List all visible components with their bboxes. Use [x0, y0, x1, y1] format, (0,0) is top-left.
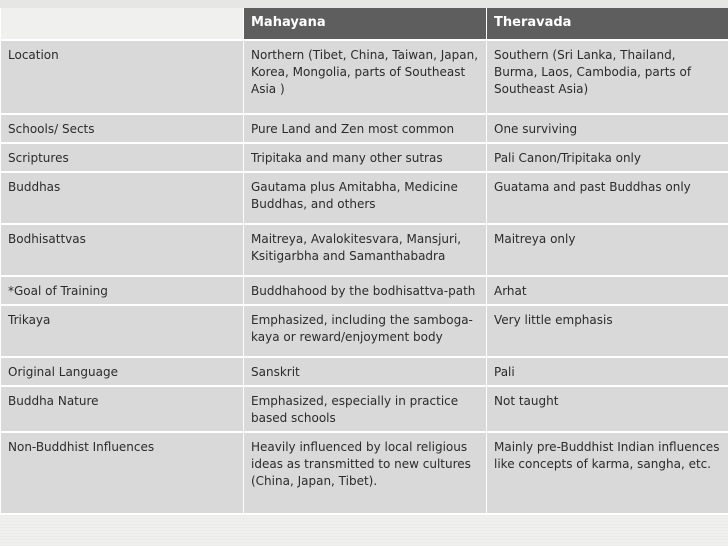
- mahayana-cell-text: Pure Land and Zen most common: [251, 122, 455, 136]
- theravada-cell-text: One surviving: [494, 122, 578, 136]
- header-corner: [1, 8, 244, 40]
- row-label: [1, 40, 244, 114]
- mahayana-cell: [244, 40, 487, 114]
- mahayana-cell: [244, 386, 487, 432]
- header-mahayana: Mahayana: [244, 8, 487, 40]
- row-label: [1, 224, 244, 276]
- theravada-cell: [487, 276, 728, 305]
- row-label: [1, 386, 244, 432]
- theravada-cell-text: Pali: [494, 365, 515, 379]
- mahayana-cell-text: Gautama plus Amitabha, Medicine Buddhas, and others: [251, 180, 458, 211]
- row-label: [1, 172, 244, 224]
- table-row: [1, 432, 728, 514]
- table-row: [1, 114, 728, 143]
- row-label-text: *Goal of Training: [8, 284, 108, 298]
- mahayana-cell: [244, 305, 487, 357]
- mahayana-cell: [244, 432, 487, 514]
- mahayana-cell: [244, 114, 487, 143]
- mahayana-cell: [244, 276, 487, 305]
- header-theravada: Theravada: [487, 8, 728, 40]
- row-label-text: Location: [8, 48, 59, 62]
- mahayana-cell-text: Sanskrit: [251, 365, 300, 379]
- theravada-cell: [487, 386, 728, 432]
- theravada-cell: [487, 40, 728, 114]
- row-label-text: Non-Buddhist Influences: [8, 440, 155, 454]
- theravada-cell-text: Mainly pre-Buddhist Indian influences like concepts of karma, sangha, etc.: [494, 440, 720, 471]
- table-row: [1, 276, 728, 305]
- mahayana-cell-text: Tripitaka and many other sutras: [251, 151, 443, 165]
- table-row: [1, 386, 728, 432]
- mahayana-cell-text: Maitreya, Avalokitesvara, Mansjuri, Ksitigarbha and Samanthabadra: [251, 232, 462, 263]
- header-row: [1, 8, 728, 40]
- theravada-cell: [487, 305, 728, 357]
- theravada-cell-text: Southern (Sri Lanka, Thailand, Burma, Laos, Cambodia, parts of Southeast Asia): [494, 48, 692, 96]
- row-label-text: Schools/ Sects: [8, 122, 95, 136]
- row-label-text: Trikaya: [8, 313, 51, 327]
- theravada-cell: [487, 114, 728, 143]
- theravada-cell-text: Very little emphasis: [494, 313, 613, 327]
- table-row: [1, 143, 728, 172]
- row-label: [1, 114, 244, 143]
- theravada-cell-text: Not taught: [494, 394, 559, 408]
- mahayana-cell: [244, 357, 487, 386]
- row-label-text: Buddha Nature: [8, 394, 99, 408]
- mahayana-cell: [244, 224, 487, 276]
- theravada-cell: [487, 224, 728, 276]
- row-label-text: Bodhisattvas: [8, 232, 86, 246]
- theravada-cell-text: Maitreya only: [494, 232, 576, 246]
- mahayana-cell-text: Emphasized, especially in practice based schools: [251, 394, 459, 425]
- theravada-cell: [487, 432, 728, 514]
- row-label: [1, 432, 244, 514]
- mahayana-cell: [244, 143, 487, 172]
- theravada-cell: [487, 172, 728, 224]
- table-row: [1, 357, 728, 386]
- mahayana-cell-text: Northern (Tibet, China, Taiwan, Japan, Korea, Mongolia, parts of Southeast Asia ): [251, 48, 479, 96]
- table-row: [1, 305, 728, 357]
- row-label-text: Buddhas: [8, 180, 61, 194]
- row-label-text: Original Language: [8, 365, 118, 379]
- row-label: [1, 276, 244, 305]
- row-label-text: Scriptures: [8, 151, 69, 165]
- theravada-cell: [487, 143, 728, 172]
- theravada-cell-text: Pali Canon/Tripitaka only: [494, 151, 641, 165]
- theravada-cell-text: Guatama and past Buddhas only: [494, 180, 691, 194]
- row-label: [1, 305, 244, 357]
- top-strip: [0, 0, 728, 8]
- table-row: [1, 40, 728, 114]
- comparison-table: [0, 8, 728, 515]
- row-label: [1, 357, 244, 386]
- mahayana-cell-text: Emphasized, including the samboga-kaya or reward/enjoyment body: [251, 313, 473, 344]
- theravada-cell-text: Arhat: [494, 284, 527, 298]
- table-row: [1, 172, 728, 224]
- mahayana-cell-text: Buddhahood by the bodhisattva-path: [251, 284, 476, 298]
- table-row: [1, 224, 728, 276]
- mahayana-cell: [244, 172, 487, 224]
- row-label: [1, 143, 244, 172]
- theravada-cell: [487, 357, 728, 386]
- mahayana-cell-text: Heavily influenced by local religious ideas as transmitted to new cultures (China, Japan, Tibet).: [251, 440, 471, 488]
